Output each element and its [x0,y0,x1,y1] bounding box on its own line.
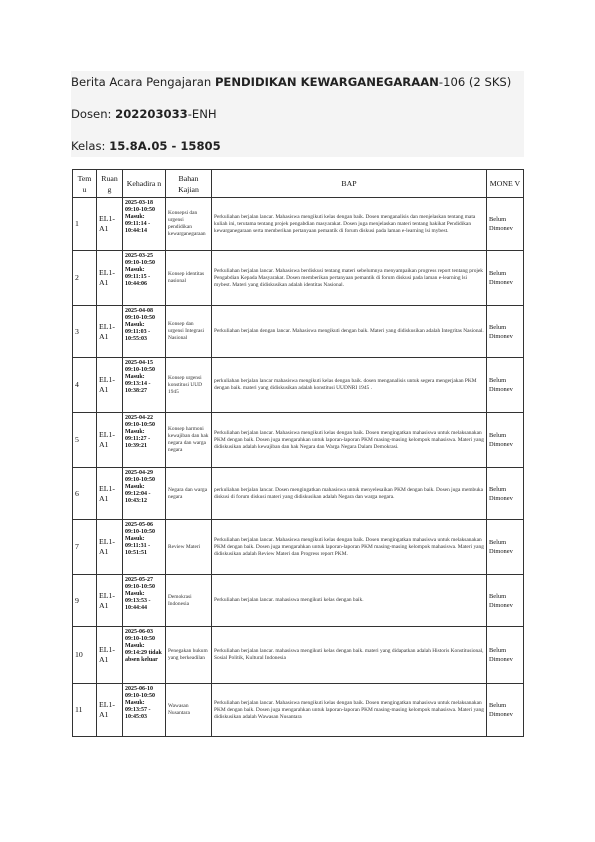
material-cell: Demokrasi Indonesia [166,575,212,627]
header-attendance: Kehadira n [123,170,166,198]
attendance-date: 2025-05-27 [125,577,153,583]
room-cell: EL1-A1 [97,251,123,306]
attendance-cell [123,520,166,575]
room-cell: EL1-A1 [97,198,123,251]
table-row [73,358,524,413]
table-row [73,575,524,627]
course-suffix: -106 (2 SKS) [438,75,512,89]
attendance-cell [123,198,166,251]
material-cell: Negara dan warga negara [166,468,212,520]
table-row [73,306,524,358]
attendance-masuk-label: Masuk: [125,536,145,542]
attendance-cell [123,627,166,684]
attendance-time: 09:10-10:50 [125,367,155,373]
lecturer-id: 202203033 [115,107,188,121]
table-row [73,520,524,575]
teaching-record-table [72,169,524,737]
table-row [73,684,524,737]
attendance-masuk-label: Masuk: [125,429,145,435]
attendance-masuk-label: Masuk: [125,214,145,220]
course-name: PENDIDIKAN KEWARGANEGARAAN [214,75,439,89]
attendance-masuk-label: Masuk: [125,700,145,706]
material-cell: Konsepsi dan urgensi pendidikan kewarganegaraan [166,198,212,251]
attendance-date: 2025-04-29 [125,470,153,476]
bap-cell: perkuliahan berjalan lancar. Dosen mengingatkan mahasiswa untuk menyelesaikan PKM dengan baik. Dosen juga membuka diskusi di forum diskusi materi yang didiskusikan adalah Negara dan warga negara. [212,468,487,520]
header-material: Bahan Kajian [166,170,212,198]
room-cell: EL1-A1 [97,520,123,575]
attendance-cell [123,306,166,358]
attendance-masuk-label: Masuk: [125,267,145,273]
monev-status: Belum Dimonev [487,627,524,684]
attendance-masuk-time: 09:13:57 - 10:45:03 [125,707,151,720]
material-cell: Konsep urgensi konstitusi UUD 1945 [166,358,212,413]
attendance-masuk-time: 09:13:53 - 10:44:44 [125,598,151,611]
table-row [73,413,524,468]
table-row [73,627,524,684]
attendance-masuk-label: Masuk: [125,591,145,597]
bap-cell: Perkuliahan berjalan lancar. Mahasiswa mengikuti kelas dengan baik. Dosen mengingatkan mahasiswa untuk melaksanakan PKM dengan baik. Dosen juga mengarahkan untuk laporan-laporan PKM masing-masing kelompok mahasiswa. Materi yang didiskusikan adalah Wawasan Nusantara [212,684,487,737]
monev-status: Belum Dimonev [487,468,524,520]
attendance-time: 09:10-10:50 [125,207,155,213]
attendance-time: 09:10-10:50 [125,693,155,699]
meeting-number: 6 [73,468,97,520]
attendance-cell [123,358,166,413]
monev-status: Belum Dimonev [487,413,524,468]
material-cell: Konsep harmoni kewajiban dan hak negara dan warga negara [166,413,212,468]
bap-cell: Perkuliahan berjalan lancar. Mahasiswa mengikuti kelas dengan baik. Dosen mengingatkan mahasiswa untuk melaksanakan PKM dengan baik. Dosen juga mengarahkan untuk laporan-laporan PKM masing-masing kelompok mahasiswa. Materi yang didiskusikan adalah kewajiban dan hak Negara dan Warga Negara Dalam Demokrasi. [212,413,487,468]
course-line [71,71,524,105]
meeting-number: 1 [73,198,97,251]
room-cell: EL1-A1 [97,684,123,737]
room-cell: EL1-A1 [97,413,123,468]
attendance-masuk-label: Masuk: [125,322,145,328]
attendance-masuk-time: 09:11:27 - 10:39:21 [125,436,151,449]
monev-status: Belum Dimonev [487,575,524,627]
meeting-number: 7 [73,520,97,575]
bap-cell: Perkuliahan berjalan lancar. Mahasiswa mengikuti kelas dengan baik. Dosen menganalisis dan menjelaskan tentang mata kuliah ini, terutama tentang projek pengabdian masyarakat. Dosen juga menjelaskan materi tentang hakikat Pendidikan kewarganegaraan serta memberikan pertanyaan pemantik di forum diskusi pada laman e-learning lsi mybest. [212,198,487,251]
monev-status: Belum Dimonev [487,306,524,358]
meeting-number: 5 [73,413,97,468]
attendance-masuk-time: 09:12:04 - 10:43:12 [125,491,151,504]
attendance-masuk-time: 09:11:31 - 10:51:51 [125,543,151,556]
attendance-masuk-time: 09:14:29 tidak absen keluar [125,650,162,663]
attendance-time: 09:10-10:50 [125,422,155,428]
bap-cell: Perkuliahan berjalan lancar. Mahasiswa mengikuti kelas dengan baik. Dosen mengingatkan mahasiswa untuk melaksanakan PKM dengan baik. Dosen juga mengarahkan untuk laporan-laporan PKM masing-masing kelompok mahasiswa. Materi yang didiskusikan adalah Review Materi dan Progress report PKM. [212,520,487,575]
monev-status: Belum Dimonev [487,198,524,251]
attendance-date: 2025-03-18 [125,200,153,206]
table-header-row [73,170,524,198]
bap-cell: perkuliahan berjalan lancar mahasiswa mengikuti kelas dengan baik. dosen menganalisis untuk segera mengerjakan PKM dengan baik. materi yang didiskusikan adalah konstitusi UUDNRI 1945 . [212,358,487,413]
lecturer-label: Dosen: [71,107,116,121]
room-cell: EL1-A1 [97,306,123,358]
attendance-masuk-label: Masuk: [125,643,145,649]
material-cell: Wawasan Nusantara [166,684,212,737]
table-row [73,198,524,251]
attendance-masuk-time: 09:13:14 - 10:38:27 [125,381,151,394]
attendance-time: 09:10-10:50 [125,636,155,642]
course-prefix: Berita Acara Pengajaran [71,75,215,89]
document-header [71,71,524,157]
attendance-date: 2025-04-08 [125,308,153,314]
attendance-date: 2025-05-06 [125,522,153,528]
meeting-number: 4 [73,358,97,413]
attendance-masuk-label: Masuk: [125,374,145,380]
attendance-masuk-time: 09:11:03 - 10:55:03 [125,329,151,342]
meeting-number: 10 [73,627,97,684]
attendance-cell [123,413,166,468]
table-row [73,251,524,306]
material-cell: Konsep dan urgensi Integrasi Nasional [166,306,212,358]
attendance-date: 2025-06-03 [125,629,153,635]
attendance-masuk-label: Masuk: [125,484,145,490]
meeting-number: 3 [73,306,97,358]
lecturer-line [71,105,524,137]
meeting-number: 11 [73,684,97,737]
header-bap: BAP [212,170,487,198]
attendance-cell [123,251,166,306]
bap-cell: Perkuliahan berjalan dengan lancar. Mahasiswa mengikuti dengan baik. Materi yang didiskusikan adalah Integritas Nasional. [212,306,487,358]
room-cell: EL1-A1 [97,627,123,684]
material-cell: Penegakan hukum yang berkeadilan [166,627,212,684]
class-value: 15.8A.05 - 15805 [109,139,221,153]
class-label: Kelas: [71,139,110,153]
attendance-time: 09:10-10:50 [125,315,155,321]
attendance-time: 09:10-10:50 [125,584,155,590]
bap-cell: Perkuliahan berjalan lancar. Mahasiswa berdiskusi tentang materi sebelumnya menyampaikan progress report tentang projek Pengabdian Kepada Masyarakat. Dosen memberikan pertanyaan pemantik di forum diskusi pada laman e-learning lsi mybest. Materi yang didiskusikan adalah identitas Nasional. [212,251,487,306]
attendance-time: 09:10-10:50 [125,529,155,535]
attendance-cell [123,575,166,627]
monev-status: Belum Dimonev [487,251,524,306]
table-row [73,468,524,520]
material-cell: Review Materi [166,520,212,575]
header-meeting: Tem u [73,170,97,198]
room-cell: EL1-A1 [97,575,123,627]
lecturer-suffix: -ENH [187,107,217,121]
class-line [71,137,524,157]
attendance-cell [123,468,166,520]
room-cell: EL1-A1 [97,468,123,520]
attendance-date: 2025-06-10 [125,686,153,692]
header-room: Ruan g [97,170,123,198]
table-body [73,198,524,737]
attendance-time: 09:10-10:50 [125,260,155,266]
attendance-time: 09:10-10:50 [125,477,155,483]
bap-cell: Perkuliahan berjalan lancar. mahasiswa mengikuti kelas dengan baik. [212,575,487,627]
header-monev: MONE V [487,170,524,198]
meeting-number: 2 [73,251,97,306]
attendance-date: 2025-04-15 [125,360,153,366]
meeting-number: 9 [73,575,97,627]
room-cell: EL1-A1 [97,358,123,413]
material-cell: Konsep identitas nasional [166,251,212,306]
monev-status: Belum Dimonev [487,358,524,413]
monev-status: Belum Dimonev [487,684,524,737]
attendance-cell [123,684,166,737]
monev-status: Belum Dimonev [487,520,524,575]
attendance-masuk-time: 09:11:14 - 10:44:14 [125,221,151,234]
attendance-masuk-time: 09:11:15 - 10:44:06 [125,274,151,287]
attendance-date: 2025-04-22 [125,415,153,421]
bap-cell: Perkuliahan berjalan lancar. mahasiswa mengikuti kelas dengan baik. materi yang didapatkan adalah Historis Konstitusional, Sosial Politik, Kultural Indonesia [212,627,487,684]
attendance-date: 2025-03-25 [125,253,153,259]
